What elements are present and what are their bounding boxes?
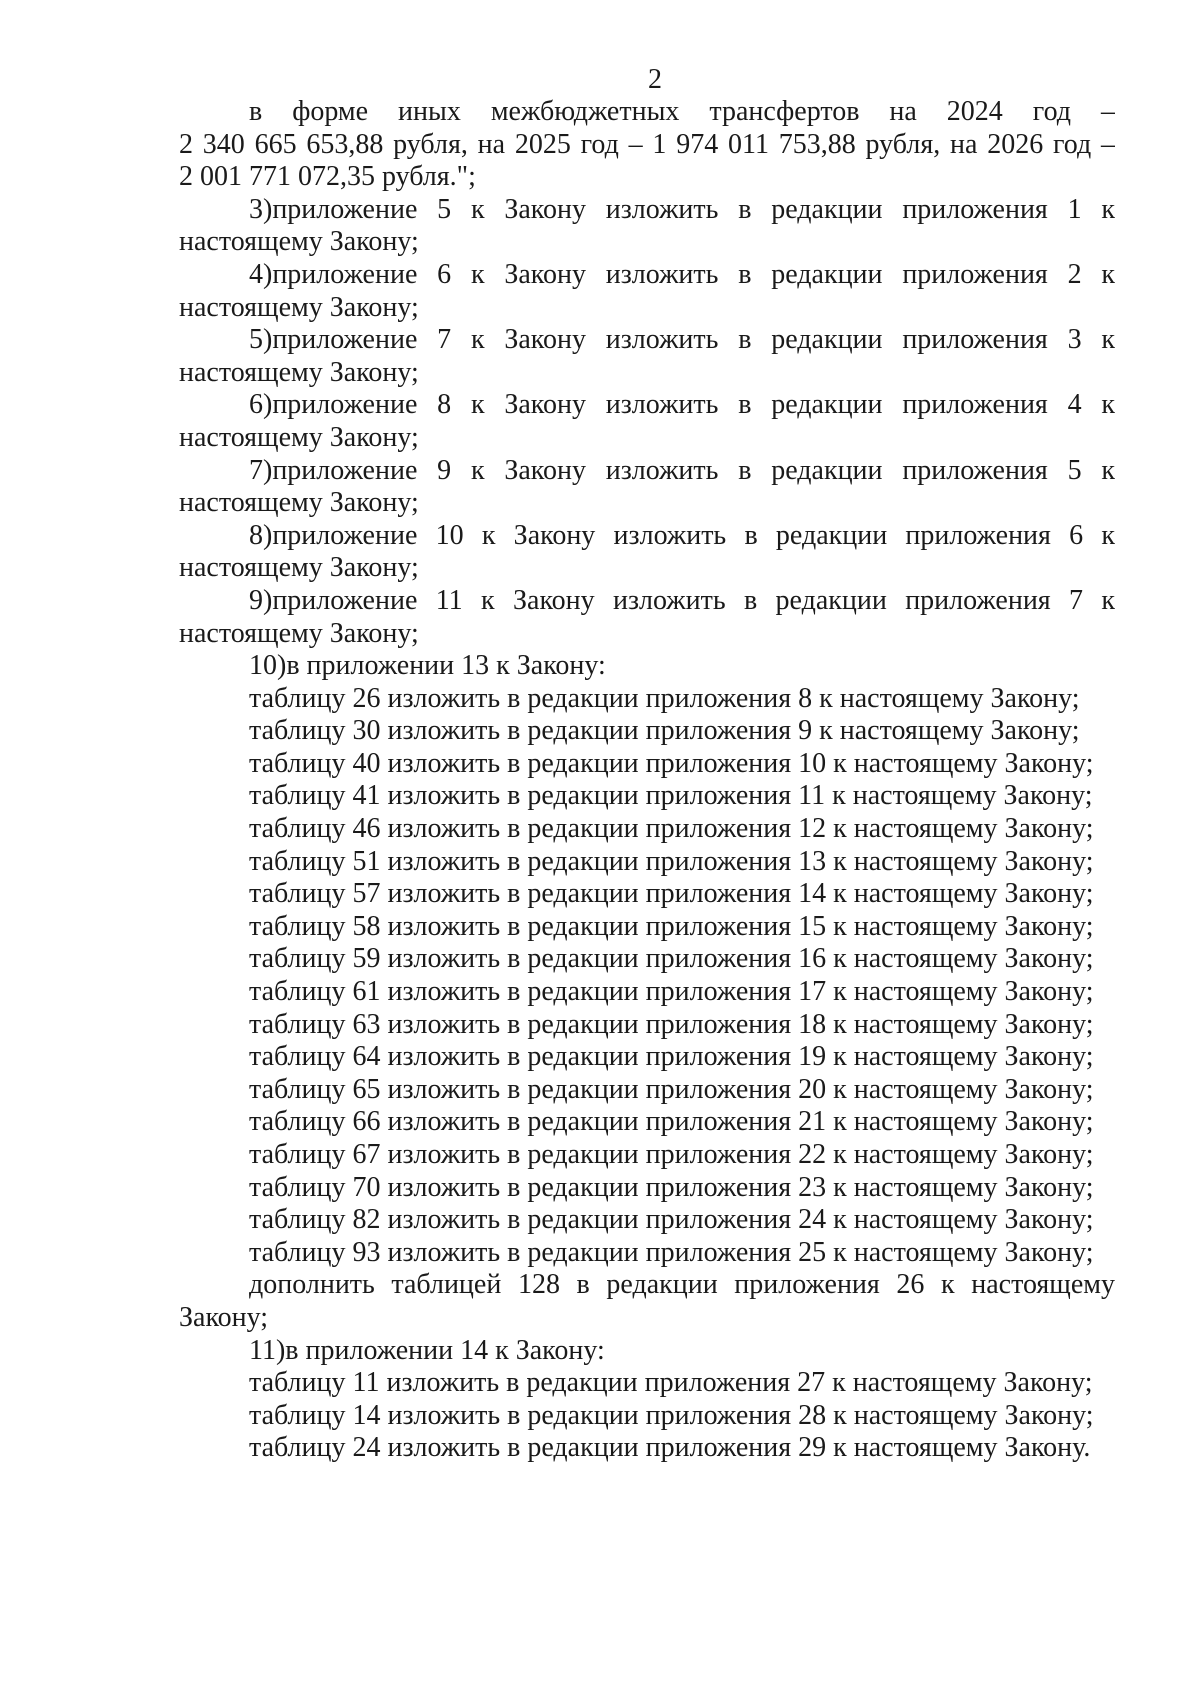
- text-line: 2 340 665 653,88 рубля, на 2025 год – 1 974 011 753,88 рубля, на 2026 год –: [179, 128, 1115, 160]
- text-line: 3)приложение 5 к Закону изложить в редакции приложения 1 к: [249, 193, 1115, 225]
- text-line: 4)приложение 6 к Закону изложить в редакции приложения 2 к: [249, 258, 1115, 290]
- list-item: таблицу 26 изложить в редакции приложения 8 к настоящему Закону;: [249, 682, 1080, 714]
- paragraph-item-6: [179, 389, 1115, 454]
- list-item: таблицу 64 изложить в редакции приложения 19 к настоящему Закону;: [249, 1041, 1094, 1073]
- list-item: таблицу 93 изложить в редакции приложения 25 к настоящему Закону;: [249, 1236, 1094, 1268]
- paragraph-item-9: [179, 585, 1115, 650]
- text-line: 8)приложение 10 к Закону изложить в редакции приложения 6 к: [249, 519, 1115, 551]
- paragraph-item-3: [179, 194, 1115, 259]
- list-item: таблицу 41 изложить в редакции приложения 11 к настоящему Закону;: [249, 780, 1093, 812]
- list-item-supplement: дополнить таблицей 128 в редакции приложения 26 к настоящему: [249, 1269, 1115, 1301]
- section-10: [179, 650, 1115, 1334]
- section-11: [179, 1335, 1115, 1465]
- list-item: таблицу 59 изложить в редакции приложения 16 к настоящему Закону;: [249, 943, 1094, 975]
- list-item: таблицу 63 изложить в редакции приложения 18 к настоящему Закону;: [249, 1008, 1094, 1040]
- list-item: таблицу 67 изложить в редакции приложения 22 к настоящему Закону;: [249, 1139, 1094, 1170]
- list-item: таблицу 70 изложить в редакции приложения 23 к настоящему Закону;: [249, 1171, 1094, 1203]
- text-line: настоящему Закону;: [179, 356, 419, 388]
- document-body: [179, 96, 1115, 1465]
- text-line: 6)приложение 8 к Закону изложить в редакции приложения 4 к: [249, 389, 1115, 421]
- list-item: таблицу 14 изложить в редакции приложения 28 к настоящему Закону;: [249, 1399, 1094, 1431]
- text-line: 2 001 771 072,35 рубля.";: [179, 161, 476, 193]
- list-item: таблицу 66 изложить в редакции приложения 21 к настоящему Закону;: [249, 1106, 1094, 1138]
- text-line: Закону;: [179, 1301, 269, 1333]
- text-line: настоящему Закону;: [179, 487, 419, 519]
- text-line: в форме иных межбюджетных трансфертов на 2024 год –: [249, 96, 1115, 127]
- text-line: настоящему Закону;: [179, 226, 419, 258]
- list-item: таблицу 24 изложить в редакции приложения 29 к настоящему Закону.: [249, 1432, 1091, 1464]
- paragraph-item-4: [179, 259, 1115, 324]
- text-line: 7)приложение 9 к Закону изложить в редакции приложения 5 к: [249, 454, 1115, 486]
- list-item: таблицу 57 изложить в редакции приложения 14 к настоящему Закону;: [249, 878, 1094, 910]
- paragraph-item-8: [179, 520, 1115, 585]
- paragraph-item-5: [179, 324, 1115, 389]
- section-heading: 10)в приложении 13 к Закону:: [249, 650, 606, 682]
- text-line: настоящему Закону;: [179, 421, 419, 453]
- list-item: таблицу 65 изложить в редакции приложения 20 к настоящему Закону;: [249, 1073, 1094, 1105]
- list-item: таблицу 51 изложить в редакции приложения 13 к настоящему Закону;: [249, 845, 1094, 877]
- list-item: таблицу 46 изложить в редакции приложения 12 к настоящему Закону;: [249, 813, 1094, 845]
- text-line: настоящему Закону;: [179, 552, 419, 584]
- text-line: 5)приложение 7 к Закону изложить в редакции приложения 3 к: [249, 324, 1115, 356]
- section-heading: 11)в приложении 14 к Закону:: [249, 1334, 605, 1366]
- list-item: таблицу 11 изложить в редакции приложения 27 к настоящему Закону;: [249, 1367, 1093, 1399]
- paragraph-item-7: [179, 455, 1115, 520]
- list-item: таблицу 82 изложить в редакции приложения 24 к настоящему Закону;: [249, 1204, 1094, 1236]
- list-item: таблицу 58 изложить в редакции приложения 15 к настоящему Закону;: [249, 910, 1094, 942]
- list-item: таблицу 30 изложить в редакции приложения 9 к настоящему Закону;: [249, 715, 1080, 747]
- paragraph-transfers: [179, 96, 1115, 194]
- text-line: настоящему Закону;: [179, 291, 419, 323]
- text-line: настоящему Закону;: [179, 617, 419, 649]
- list-item: таблицу 61 изложить в редакции приложения 17 к настоящему Закону;: [249, 976, 1094, 1008]
- list-item: таблицу 40 изложить в редакции приложения 10 к настоящему Закону;: [249, 747, 1094, 779]
- text-line: 9)приложение 11 к Закону изложить в редакции приложения 7 к: [249, 584, 1115, 616]
- page-number: 2: [648, 64, 662, 95]
